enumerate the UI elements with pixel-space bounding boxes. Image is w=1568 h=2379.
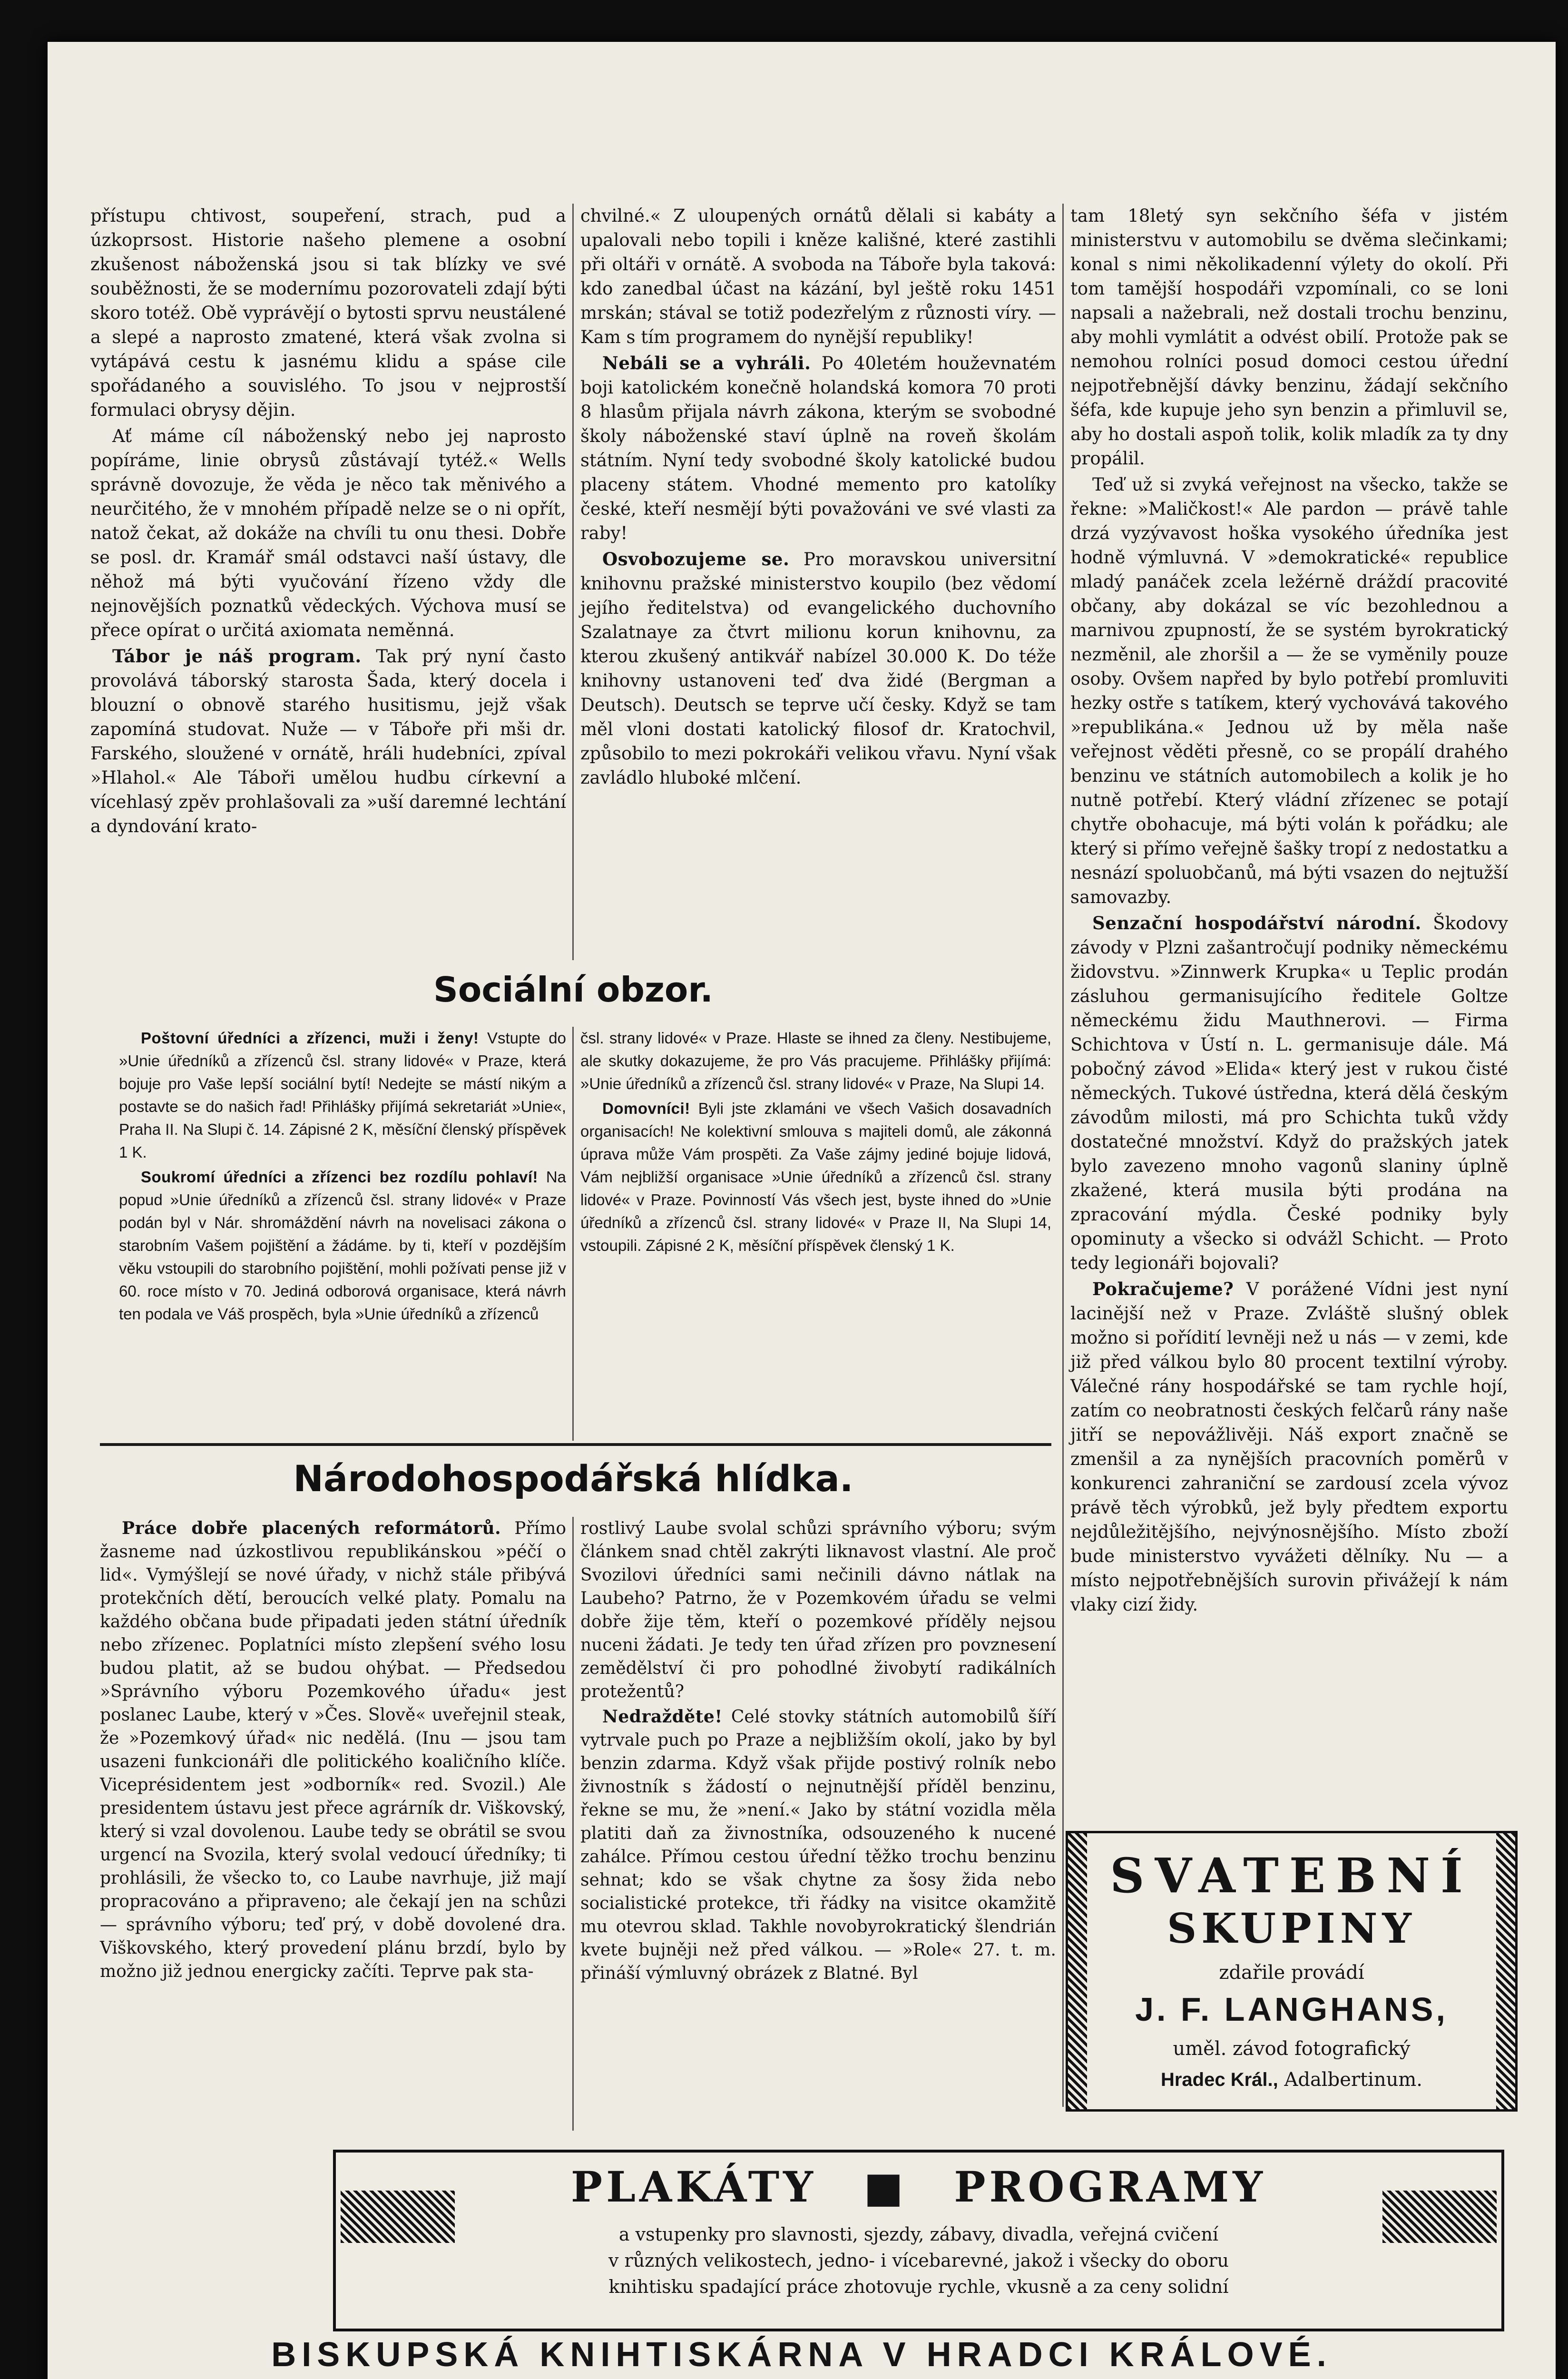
article-body: Škodovy závody v Plzni zašantročují podniky německému židovstvu. »Zinnwerk Krupka« u Teplic prodán zásluhou germanisujícího ředitele Goltze německému židu Mauthnerovi. — Firma Schichtova v Ústí n. L. germanisuje dále. Má pobočný závod »Elida« který jest v rukou čisté německých. Tukové ústředna, která dělá českým závodům milosti, má pro Schichta tuků vždy dostatečné množství. Když do pražských jatek bylo zavezeno mnoho vagonů slaniny úplně zkažené, která musila býti prodána na zpracování mýdla. České podniky byly opominuty a všecko si odvážl Schicht. — Proto tedy legionáři bojovali? — [1070, 913, 1508, 1273]
article-paragraph — [90, 644, 566, 838]
article-lead: Práce dobře placených reformátorů. — [122, 1518, 501, 1538]
article-paragraph — [100, 1517, 566, 1983]
ad-text: a vstupenky pro slavnosti, sjezdy, zábavy, divadla, veřejná cvičení — [618, 2224, 1219, 2245]
article-body: Byli jste zklamáni ve všech Vašich dosavadních organisacích! Ne kolektivní smlouva s majiteli domů, ale zákonná úprava může Vám prospěti. Za Vaše zájmy jediné bojuje lidová, Vám nejbližší organisace »Unie úředníků a zřízenců čsl. strany lidové« v Praze. Povinností Vás všech jest, byste ihned do »Unie úředníků a zřízenců čsl. strany lidové« v Praze II, Na Slupi 14, vstoupili. Zápisné 2 K, měsíční příspěvek členský 1 K. — [580, 1100, 1051, 1254]
article-body: Pro moravskou universitní knihovnu pražské ministerstvo koupilo (bez vědomí jejího ředitelstva) od evangelického duchovního Szalatnaye za čtvrt milionu korun knihovnu, za kterou zkušený antikvář nabízel 30.000 K. Do téže knihovny ustanoveni teď dva židé (Bergman a Deutsch). Deutsch se teprve učí česky. Když se tam měl vloni dostati katolický filosof dr. Kratochvil, způsobilo to mezi pokrokáři velikou vřavu. Nyní však zavládlo hluboké mlčení. — [580, 549, 1057, 788]
ad-printing-house — [333, 2150, 1504, 2331]
section-title-economy: Národohospodářská hlídka. — [293, 1457, 853, 1500]
article-body: Celé stovky státních automobilů šíří vytrvale puch po Praze a nejbližším okolí, jako by byl benzin zdarma. Když však přijde postivý rolník nebo živnostník s žádostí o nejnutnější příděl benzinu, řekne se mu, že »není.« Jako by státní vozidla měla platiti daň za živnostníka, odsouzeného k nucené zahálce. Přímou cestou úřední těžko trochu benzinu sehnat; kdo se však chytne za šosy žida nebo socialistické protekce, tři řádky na visitce okamžitě mu otevrou sklad. Takhle novobyrokratický šlendrián kvete bujněji než před válkou. — »Role« 27. t. m. přináší výmluvný obrázek z Blatné. Byl — [580, 1707, 1056, 1983]
article-paragraph — [1070, 911, 1508, 1275]
ad-city: Hradec Král., — [1160, 2069, 1278, 2090]
article-lead: Senzační hospodářství národní. — [1092, 913, 1421, 934]
column-3 — [1070, 204, 1508, 1619]
article-paragraph — [119, 1166, 566, 1326]
article-paragraph — [580, 547, 1056, 790]
article-paragraph — [1070, 1277, 1508, 1617]
article-paragraph — [580, 1705, 1056, 1985]
ad-headline: SVATEBNÍ — [1110, 1848, 1473, 1904]
column-divider — [572, 1517, 574, 2131]
column-divider — [572, 204, 574, 960]
ad-text: uměl. závod fotografický — [1173, 2038, 1411, 2060]
economy-column-2 — [580, 1517, 1056, 1987]
column-divider — [1062, 204, 1064, 2107]
article-lead: Tábor je náš program. — [112, 646, 362, 667]
newspaper-page — [48, 42, 1556, 2379]
ad-separator: ■ — [863, 2162, 907, 2212]
ad-text: knihtisku spadající práce zhotovuje rychle, vkusně a za ceny solidní — [608, 2276, 1229, 2297]
section-rule — [100, 1443, 1051, 1446]
article-paragraph: chvilné.« Z uloupených ornátů dělali si kabáty a upalovali nebo topili i kněze kališné, které zastihli při oltáři v ornátě. A svoboda na Táboře byla taková: kdo zanedbal účast na kázání, byl ještě roku 1451 mrskán; stával se totiž podezřelým z různosti víry. — Kam s tím programem do nynější republiky! — [580, 206, 1056, 347]
ad-company: J. F. LANGHANS, — [1135, 1991, 1448, 2028]
column-divider — [572, 1027, 574, 1441]
article-lead: Domovníci! — [602, 1100, 690, 1117]
ad-word-programs: PROGRAMY — [954, 2162, 1267, 2212]
ad-headline-2: SKUPINY — [1167, 1905, 1416, 1953]
article-lead: Poštovní úředníci a zřízenci, muži i ženy! — [141, 1029, 479, 1047]
article-paragraph — [119, 1027, 566, 1164]
article-body: Na popud »Unie úředníků a zřízenců čsl. strany lidové« v Praze podán byl v Nár. shromáždění návrh na novelisaci zákona o starobním Vašem pojištění a žádáme. by ti, kteří v pozdějším věku vstoupili do starobního pojištění, mohli požívati pense již v 60. roce místo v 70. Jediná odborová organisace, která návrh ten podala ve Váš prospěch, byla »Unie úředníků a zřízenců — [119, 1168, 566, 1323]
column-1 — [90, 204, 566, 840]
ad-headline — [336, 2162, 1501, 2212]
article-paragraph — [580, 1097, 1051, 1257]
article-lead: Nebáli se a vyhráli. — [602, 353, 811, 374]
article-body: Vstupte do »Unie úředníků a zřízenců čsl. strany lidové« v Praze, která bojuje pro Vaše lepší sociální bytí! Nedejte se mástí nikým a postavte se do našich řad! Přihlášky přijímá sekretariát »Unie«, Praha II. Na Slupi č. 14. Zápisné 2 K, měsíční členský příspěvek 1 K. — [119, 1029, 566, 1161]
social-column-1 — [119, 1027, 566, 1327]
article-lead: Osvobozujeme se. — [602, 549, 790, 570]
ad-address — [1068, 2069, 1515, 2091]
article-paragraph: tam 18letý syn sekčního šéfa v jistém ministerstvu v automobilu se dvěma slečinkami; konal s nimi několikadenní výlety do okolí. Při tom tamější hospodáři vzpomínali, co se loni napsali a nažebrali, než dostali trochu benzinu, aby mohli vymlátit a odvést obilí. Protože pak se nemohou rolníci posud domoci cestou úřední nejpotřebnější dávky benzinu, žádají sekčního šéfa, kde kupuje jeho syn benzin a přimluvil se, aby ho dostali aspoň tolik, kolik mladík za ty dny propálil. — [1070, 206, 1508, 469]
social-column-2 — [580, 1027, 1051, 1259]
article-paragraph: Ať máme cíl náboženský nebo jej naprosto popíráme, linie obrysů zůstávají tytéž.« Wells správně dovozuje, že věda je něco tak měnivého a neurčitého, že v mnohém případě nelze se o ni opřít, natož čekat, až dokáže na chvíli tu onu thesi. Dobře se posl. dr. Kramář smál odstavci naší ústavy, dle něhož má býti vyučování řízeno vždy dle nejnovějších poznatků vědeckých. Výchova musí se přece opírat o určitá axiomata neměnná. — [90, 426, 566, 640]
article-paragraph: čsl. strany lidové« v Praze. Hlaste se ihned za členy. Nestibujeme, ale skutky dokazujeme, že pro Vás pracujeme. Přihlášky přijímá: »Unie úředníků a zřízenců čsl. strany lidové« v Praze, Na Slupi 14. — [580, 1029, 1051, 1092]
article-paragraph — [580, 351, 1056, 545]
article-lead: Soukromí úředníci a zřízenci bez rozdílu pohlaví! — [141, 1168, 538, 1186]
article-paragraph: Teď už si zvyká veřejnost na všecko, takže se řekne: »Maličkost!« Ale pardon — právě tahle drzá vyzývavost hoška vysokého úředníka jest hodně výmluvná. V »demokratické« republice mladý panáček zcela ležérně dráždí pracovité občany, aby dokázal se víc bezohlednou a marnivou zpupností, že se systém byrokratický nezměnil, ale zhoršil a — že se vyměnily pouze osoby. Ovšem napřed by bylo potřebí promluviti hezky ostře s tatíkem, který vychovává takového »republikána.« Jednou už by měla naše veřejnost věděti přesně, co se propálí drahého benzinu ve státních automobilech a kolik je ho nutně potřebí. Který vládní zřízenec se potají chytře obohacuje, má býti volán k pořádku; ale který si přímo veřejně šašky tropí z nedostatku a nesnází spoluobčanů, má býti vsazen do nejtužší samovazby. — [1070, 474, 1508, 907]
ad-text: zdařile provádí — [1219, 1962, 1364, 1984]
article-body: V porážené Vídni jest nyní lacinější než v Praze. Zvláště slušný oblek možno si pořídití levněji než u nás — v zemi, kde již před válkou bylo 80 procent textilní výroby. Válečné rány hospodářské se tam rychle hojí, zatím co neobratnosti českých felčarů rány naše jitří se nepovážlivěji. Náš export značně se zmenšil a za nynějších pracovních poměrů v konkurenci zahraniční se zardousí zcela vývoz právě těch výrobků, jež byly předtem exportu nejdůležitějšího, nejvýnosnějšího. Místo zboží bude ministerstvo vyvážeti dělníky. Nu — a místo nejpotřebnějších surovin přivážejí k nám vlaky cizí židy. — [1070, 1279, 1508, 1615]
ad-street: Adalbertinum. — [1284, 2069, 1423, 2091]
ad-word-posters: PLAKÁTY — [570, 2162, 817, 2212]
article-body: Tak prý nyní často provolává táborský starosta Šada, který docela i blouzní o obnově starého husitismu, jejž však zapomíná studovat. Nuže — v Táboře při mši dr. Farského, sloužené v ornátě, hráli hudebníci, zpíval »Hlahol.« Ale Táboři umělou hudbu církevní a vícehlasý zpěv prohlašovali za »uší daremné lechtání a dyndování krato- — [90, 646, 566, 836]
economy-column-1 — [100, 1517, 566, 1985]
article-body: Přímo žasneme nad úzkostlivou republikánskou »péčí o lid«. Vymýšlejí se nové úřady, v nichž stále přibývá protekčních dětí, beroucích velké platy. Pomalu na každého občana bude připadati jeden státní úředník nebo zřízenec. Poplatníci místo zlepšení svého losu budou platit, až se budou ohýbat. — Předsedou »Správního výboru Pozemkového úřadu« jest poslanec Laube, který v »Čes. Slově« uveřejnil steak, že »Pozemkový úřad« nic nedělá. (Inu — jsou tam usazeni funkcionáři dle politického koaličního klíče. Viceprésidentem jest »odborník« red. Svozil.) Ale presidentem ústavu jest přece agrárník dr. Viškovský, který si vzal dovolenou. Laube tedy se obrátil se svou urgencí na Svozila, který svolal vedoucí úředníky; ti prohlásili, že všecko to, co Laube navrhuje, již mají propracováno a připraveno; ale čekají jen na schůzi — správního výboru; teď prý, v době dovolené dra. Viškovského, který provedení plánu brzdí, bylo by možno již jednou energicky začíti. Teprve pak sta- — [100, 1519, 567, 1981]
article-paragraph: přístupu chtivost, soupeření, strach, pud a úzkoprsost. Historie našeho plemene a osobní zkušenost náboženská jsou si tak blízky ve své souběžnosti, že se modernímu pozorovateli zdají býti skoro totéž. Obě vyprávějí o bytosti sprvu neustálené a slepé a naprosto zmatené, která však zvolna si vytápává cestu k jasnému klidu a spáse cile spořádaného a souvislého. To jsou v nejprostší formulaci obrysy dějin. — [90, 206, 566, 420]
article-lead: Nedražděte! — [602, 1707, 723, 1727]
ad-text: v různých velikostech, jedno- i vícebarevné, jakož i všecky do oboru — [608, 2250, 1229, 2271]
column-2 — [580, 204, 1056, 792]
ad-wedding-photos — [1066, 1831, 1518, 2112]
section-title-social: Sociální obzor. — [433, 970, 713, 1010]
printing-house-name: BISKUPSKÁ KNIHTISKÁRNA V HRADCI KRÁLOVÉ. — [271, 2336, 1332, 2374]
article-paragraph: rostlivý Laube svolal schůzi správního výboru; svým článkem snad chtěl zakrýti liknavost vlastní. Ale proč Svozilovi úředníci sami nečinili dávno nátlak na Laubeho? Patrno, že v Pozemkovém úřadu se velmi dobře žije těm, kteří o pozemkové příděly nejsou nuceni žádati. Je tedy ten úřad zřízen pro povznesení zemědělství či pro pohodlné živobytí radikálních protežentů? — [580, 1519, 1056, 1701]
article-lead: Pokračujeme? — [1092, 1278, 1234, 1299]
article-body: Po 40letém houževnatém boji katolickém konečně holandská komora 70 proti 8 hlasům přijala návrh zákona, kterým se svobodné školy náboženské staví úplně na roveň školám státním. Nyní tedy svobodné školy katolické budou placeny státem. Vhodné memento pro katolíky české, kteří nesmějí býti považováni ve své vlasti za raby! — [580, 353, 1056, 543]
